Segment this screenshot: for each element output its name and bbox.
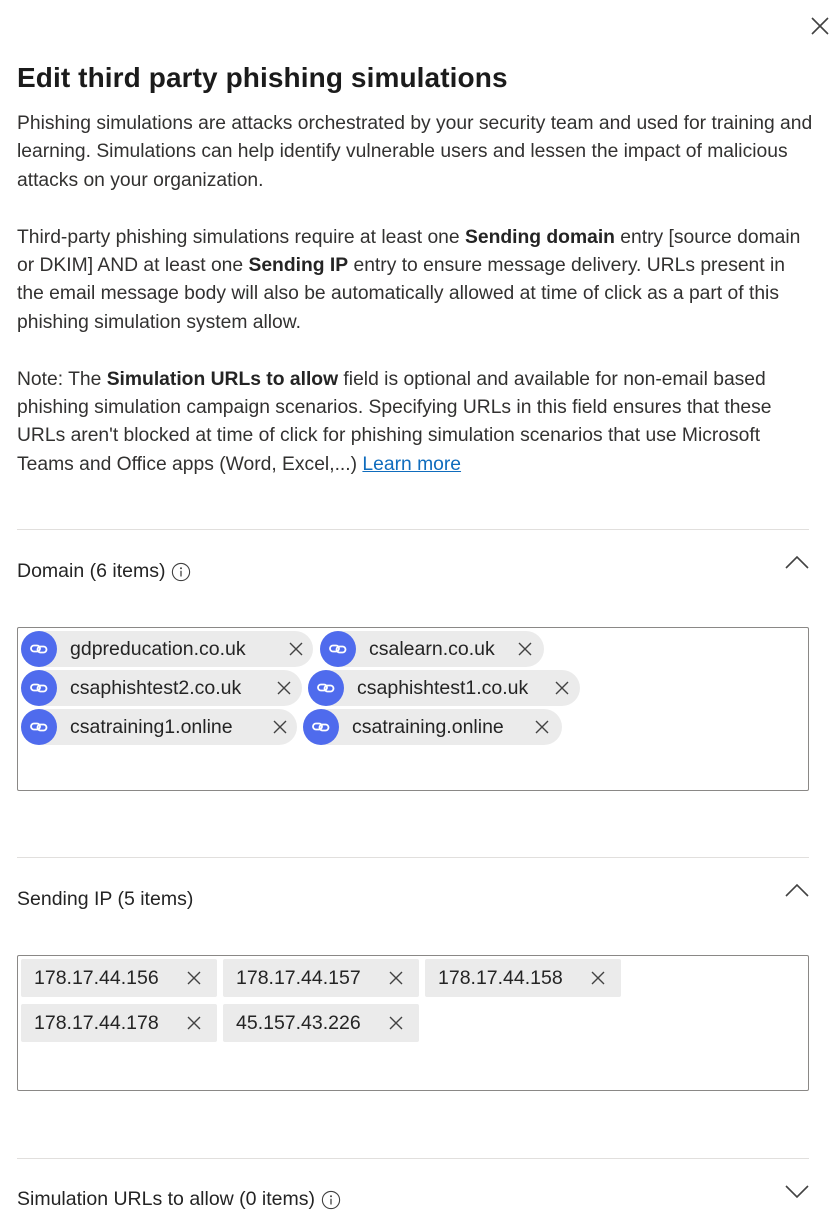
description-paragraph-3 — [17, 366, 817, 480]
domain-tag-input[interactable] — [17, 627, 809, 791]
text-segment: entry to ensure message delivery. URLs present in the email message body will also be automatically allowed at time of click as a part of this phishing simulation system allow. — [17, 255, 785, 333]
domain-tag-label: csalearn.co.uk — [369, 637, 495, 660]
urls-expand-button[interactable] — [783, 1181, 811, 1201]
domain-tag — [303, 709, 562, 745]
learn-more-link[interactable]: Learn more — [362, 453, 462, 475]
remove-tag-button[interactable] — [387, 969, 405, 987]
remove-tag-button[interactable] — [185, 1014, 203, 1032]
description-paragraph-2 — [17, 224, 817, 338]
ip-section-title: Sending IP (5 items) — [17, 888, 194, 910]
ip-collapse-button[interactable] — [783, 880, 811, 900]
remove-tag-button[interactable] — [553, 679, 571, 697]
domain-tag-label: csaphishtest2.co.uk — [70, 676, 242, 699]
text-segment: entry [source domain or DKIM] AND at least one — [17, 226, 801, 277]
info-icon[interactable] — [321, 1190, 341, 1210]
domain-tag — [21, 709, 297, 745]
link-icon — [303, 709, 339, 745]
close-button[interactable] — [806, 12, 834, 40]
domain-tag — [308, 670, 580, 706]
domain-tag-label: gdpreducation.co.uk — [70, 637, 246, 660]
ip-tag-label: 45.157.43.226 — [236, 1011, 361, 1034]
ip-tag-label: 178.17.44.158 — [438, 966, 563, 989]
link-icon — [21, 631, 57, 667]
domain-tag — [320, 631, 544, 667]
text-segment: field is optional and available for non-email based phishing simulation campaign scenarios. Specifying URLs in this field ensures that these URLs aren't blocked at time of click for phishing simulation scenarios that use Microsoft Teams and Office apps (Word, Excel,...) — [17, 368, 772, 475]
link-icon — [308, 670, 344, 706]
remove-tag-button[interactable] — [533, 718, 551, 736]
ip-tag-label: 178.17.44.156 — [34, 966, 159, 989]
bold-sending-ip: Sending IP — [248, 255, 349, 277]
description-paragraph-1: Phishing simulations are attacks orchestrated by your security team and used for training and learning. Simulations can help identify vulnerable users and lessen the impact of malicious attacks on your organization. — [17, 113, 813, 191]
ip-tag-label: 178.17.44.178 — [34, 1011, 159, 1034]
domain-section-header[interactable] — [17, 560, 191, 583]
bold-sending-domain: Sending domain — [464, 226, 615, 248]
domain-tag-label: csatraining1.online — [70, 715, 233, 738]
description — [17, 110, 817, 479]
ip-section-header[interactable] — [17, 888, 193, 911]
section-divider — [17, 1158, 809, 1159]
remove-tag-button[interactable] — [589, 969, 607, 987]
chevron-up-icon — [784, 554, 810, 570]
link-icon — [320, 631, 356, 667]
ip-tag-input[interactable] — [17, 955, 809, 1091]
ip-tag — [425, 959, 621, 997]
urls-section-header[interactable] — [17, 1188, 341, 1211]
ip-tag — [21, 959, 217, 997]
domain-collapse-button[interactable] — [783, 552, 811, 572]
ip-tag — [223, 959, 419, 997]
chevron-up-icon — [784, 882, 810, 898]
remove-tag-button[interactable] — [387, 1014, 405, 1032]
section-divider — [17, 857, 809, 858]
ip-tag — [223, 1004, 419, 1042]
text-segment: Third-party phishing simulations require at least one — [17, 226, 465, 248]
remove-tag-button[interactable] — [275, 679, 293, 697]
domain-tag — [21, 631, 313, 667]
remove-tag-button[interactable] — [516, 640, 534, 658]
remove-tag-button[interactable] — [185, 969, 203, 987]
domain-tag-label: csaphishtest1.co.uk — [357, 676, 529, 699]
remove-tag-button[interactable] — [287, 640, 305, 658]
bold-simulation-urls: Simulation URLs to allow — [106, 368, 339, 390]
ip-tag-label: 178.17.44.157 — [236, 966, 361, 989]
domain-section-title: Domain (6 items) — [17, 560, 166, 582]
link-icon — [21, 709, 57, 745]
close-icon — [810, 16, 830, 36]
text-segment: Note: The — [17, 368, 107, 390]
info-icon[interactable] — [171, 562, 191, 582]
domain-tag — [21, 670, 302, 706]
remove-tag-button[interactable] — [271, 718, 289, 736]
link-icon — [21, 670, 57, 706]
urls-section-title: Simulation URLs to allow (0 items) — [17, 1188, 316, 1210]
chevron-down-icon — [784, 1183, 810, 1199]
domain-tag-label: csatraining.online — [352, 715, 504, 738]
dialog-title: Edit third party phishing simulations — [17, 62, 508, 93]
ip-tag — [21, 1004, 217, 1042]
section-divider — [17, 529, 809, 530]
